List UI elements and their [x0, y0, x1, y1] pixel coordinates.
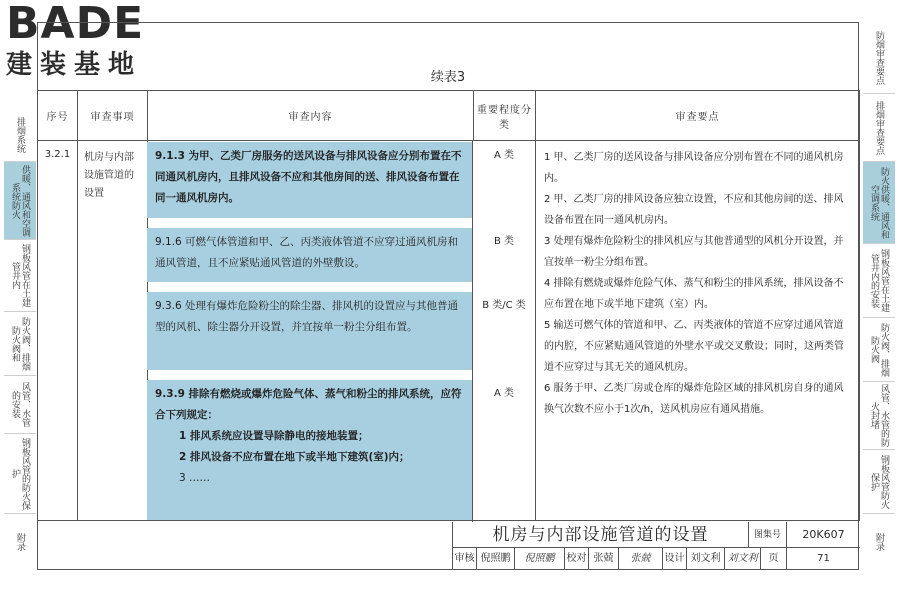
page-label: 页 — [761, 548, 787, 570]
header-points: 审查要点 — [536, 91, 860, 141]
clause-9-3-9-sub-3: 3 …… — [179, 472, 211, 484]
content-clause-9-1-6: 9.1.6 可燃气体管道和甲、乙、丙类液体管道不应穿过通风机房和通风管道，且不应紧贴通风管道的外壁敷设。 — [147, 228, 473, 282]
clause-9-3-9-sub-2: 2 排风设备不应布置在地下或半地下建筑(室)内； — [179, 451, 410, 463]
logo-subtitle: 建装基地 — [6, 50, 143, 80]
left-tab-duct-in-shaft[interactable]: 钢板风管在土建管井内 — [4, 240, 36, 312]
review-point: 1 甲、乙类厂房的送风设备与排风设备应分别布置在不同的通风机房内。 — [544, 152, 844, 184]
reviewer-signature: 倪照鹏 — [515, 548, 565, 570]
table-title: 续表3 — [430, 70, 466, 85]
right-section-tabs — [863, 22, 895, 570]
right-tab-smoke-control[interactable]: 防烟审查要点 — [863, 22, 895, 94]
atlas-label: 图集号 — [749, 522, 787, 548]
clause-9-3-9-text: 9.3.9 排除有燃烧或爆炸危险气体、蒸气和粉尘的排风系统，应符合下列规定： — [155, 388, 462, 421]
right-tab-fire-dampers[interactable]: 防火阀、排烟防火阀 — [863, 318, 895, 382]
right-tab-duct-protection[interactable]: 钢板风管防火保护 — [863, 450, 895, 514]
designer-name: 刘文利 — [687, 548, 725, 570]
level-9-3-9: A 类 — [493, 388, 515, 399]
clause-9-3-9-sub-1: 1 排风系统应设置导除静电的接地装置； — [179, 430, 369, 442]
checker-name: 张兢 — [589, 548, 619, 570]
header-level: 重要程度分类 — [474, 91, 536, 141]
row-seq: 3.2.1 — [44, 149, 71, 160]
item-cell — [78, 141, 148, 521]
right-tab-hvac-fire[interactable]: 防火供暖、通风和空调系统 — [863, 162, 895, 244]
right-tab-appendix[interactable]: 附录 — [874, 533, 884, 551]
left-tab-hvac-fire[interactable]: 供暖、通风和空调系统防火 — [4, 162, 36, 240]
design-label: 设计 — [663, 548, 687, 570]
title-block — [452, 522, 859, 570]
seq-cell — [38, 141, 78, 521]
points-cell — [536, 141, 860, 521]
header-content: 审查内容 — [148, 91, 474, 141]
table-header-row — [38, 91, 860, 141]
row-item: 机房与内部设施管道的设置 — [84, 152, 134, 199]
review-point: 6 服务于甲、乙类厂房或仓库的爆炸危险区域的排风机房自身的通风换气次数不应小于1次/h，送风机房应有通风措施。 — [544, 383, 844, 415]
left-tab-fire-dampers[interactable]: 防火阀、排烟防火阀和 — [4, 312, 36, 376]
left-section-tabs — [4, 22, 36, 570]
review-points-list — [536, 141, 859, 420]
signature-row — [453, 548, 860, 570]
header-item: 审查事项 — [78, 91, 148, 141]
left-tab-smoke-exhaust[interactable]: 排烟系统 — [4, 108, 36, 162]
review-point: 3 处理有爆炸危险粉尘的排风机应与其他普通型的风机分开设置，并宜按单一粉尘分组布置。 — [544, 236, 844, 268]
reviewer-name: 倪照鹏 — [477, 548, 515, 570]
level-9-3-6: B 类/C 类 — [482, 300, 526, 311]
right-tab-fire-sealing[interactable]: 风管、水管的防火封堵 — [863, 382, 895, 450]
level-9-1-6: B 类 — [493, 236, 515, 247]
right-tab-duct-in-shaft[interactable]: 钢板风管在土建管井内的安装 — [863, 244, 895, 318]
review-point: 5 输送可燃气体的管道和甲、乙、丙类液体的管道不应穿过通风管道的内腔，不应紧贴通风管道的外壁水平或交叉敷设；同时，这两类管道不应穿过与其无关的通风机房。 — [544, 320, 844, 373]
drawing-title: 机房与内部设施管道的设置 — [453, 522, 749, 548]
review-point: 4 排除有燃烧或爆炸危险气体、蒸气和粉尘的排风系统，排风设备不应布置在地下或半地下建筑（室）内。 — [544, 278, 844, 310]
page-number: 71 — [817, 553, 830, 564]
designer-signature: 刘文利 — [725, 548, 761, 570]
check-label: 校对 — [565, 548, 589, 570]
content-clause-9-3-6: 9.3.6 处理有爆炸危险粉尘的除尘器、排风机的设置应与其他普通型的风机、除尘器分开设置，并宜按单一粉尘分组布置。 — [147, 292, 473, 370]
left-tab-duct-fire-protection[interactable]: 钢板风管的防火保护 — [4, 434, 36, 514]
content-clause-9-1-3: 9.1.3 为甲、乙类厂房服务的送风设备与排风设备应分别布置在不同通风机房内，且排风设备不应和其他房间的送、排风设备布置在同一通风机房内。 — [147, 142, 473, 218]
checker-signature: 张兢 — [619, 548, 663, 570]
header-seq: 序号 — [38, 91, 78, 141]
logo-brand-text: BADE — [6, 0, 145, 49]
column-divider — [472, 140, 473, 522]
atlas-number: 20K607 — [787, 522, 860, 548]
right-tab-smoke-exhaust[interactable]: 排烟审查要点 — [863, 94, 895, 162]
content-clause-9-3-9 — [147, 380, 473, 520]
left-tab-duct-pipe-install[interactable]: 风管、水管的安装 — [4, 376, 36, 434]
level-9-1-3: A 类 — [493, 150, 515, 161]
review-label: 审核 — [453, 548, 477, 570]
left-tab-appendix[interactable]: 附录 — [15, 533, 25, 551]
review-point: 2 甲、乙类厂房的排风设备应独立设置，不应和其他房间的送、排风设备布置在同一通风机房内。 — [544, 194, 844, 226]
